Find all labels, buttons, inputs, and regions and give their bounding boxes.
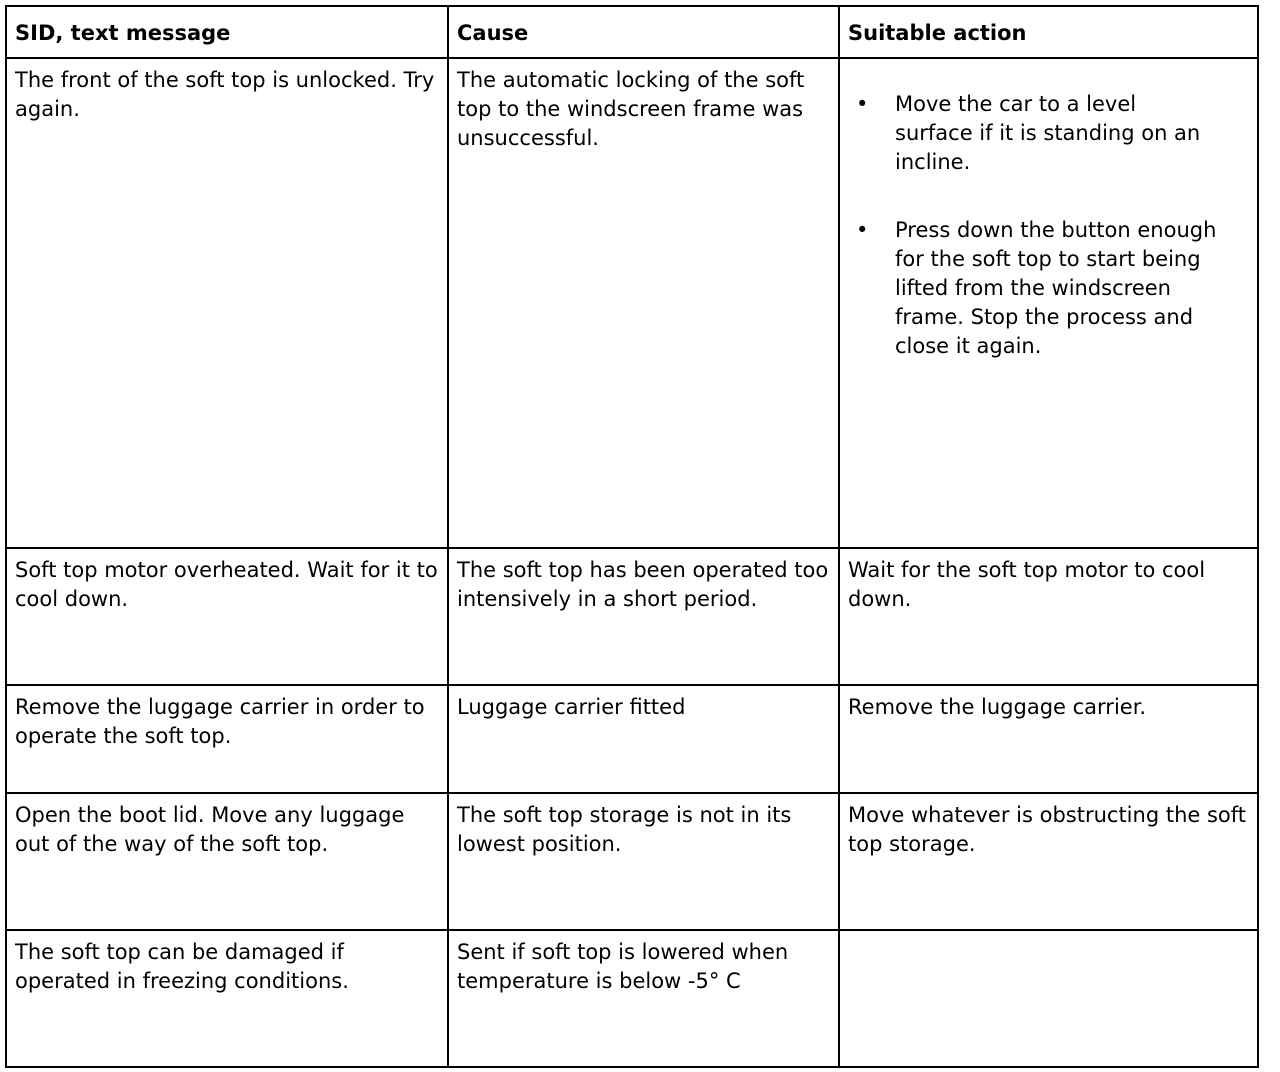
cause-cell: Sent if soft top is lowered when temperature is below -5° C — [448, 930, 839, 1067]
message-cell: The front of the soft top is unlocked. Try again. — [6, 58, 448, 548]
header-message: SID, text message — [6, 6, 448, 58]
cause-cell: Luggage carrier fitted — [448, 685, 839, 793]
cause-cell: The soft top storage is not in its lowest position. — [448, 793, 839, 930]
action-cell: Remove the luggage carrier. — [839, 685, 1258, 793]
list-item — [848, 216, 1249, 361]
message-cell: Remove the luggage carrier in order to operate the soft top. — [6, 685, 448, 793]
table-row — [6, 685, 1258, 793]
action-cell — [839, 930, 1258, 1067]
header-action: Suitable action — [839, 6, 1258, 58]
action-text: Press down the button enough for the soft top to start being lifted from the windscreen frame. Stop the process and close it again. — [895, 218, 1217, 358]
action-text: Move the car to a level surface if it is standing on an incline. — [895, 92, 1201, 174]
list-item — [848, 90, 1249, 177]
table-row — [6, 930, 1258, 1067]
header-cause: Cause — [448, 6, 839, 58]
cause-cell: The automatic locking of the soft top to the windscreen frame was unsuccessful. — [448, 58, 839, 548]
message-table — [5, 5, 1259, 1068]
table-row — [6, 793, 1258, 930]
table-row — [6, 58, 1258, 548]
action-cell — [839, 58, 1258, 548]
action-list — [848, 90, 1249, 361]
bullet-icon: • — [856, 92, 869, 116]
message-cell: The soft top can be damaged if operated in freezing conditions. — [6, 930, 448, 1067]
message-cell: Soft top motor overheated. Wait for it to cool down. — [6, 548, 448, 685]
table-row — [6, 548, 1258, 685]
cause-cell: The soft top has been operated too intensively in a short period. — [448, 548, 839, 685]
action-cell: Wait for the soft top motor to cool down. — [839, 548, 1258, 685]
bullet-icon: • — [856, 218, 869, 242]
table-header-row — [6, 6, 1258, 58]
action-cell: Move whatever is obstructing the soft top storage. — [839, 793, 1258, 930]
message-cell: Open the boot lid. Move any luggage out of the way of the soft top. — [6, 793, 448, 930]
